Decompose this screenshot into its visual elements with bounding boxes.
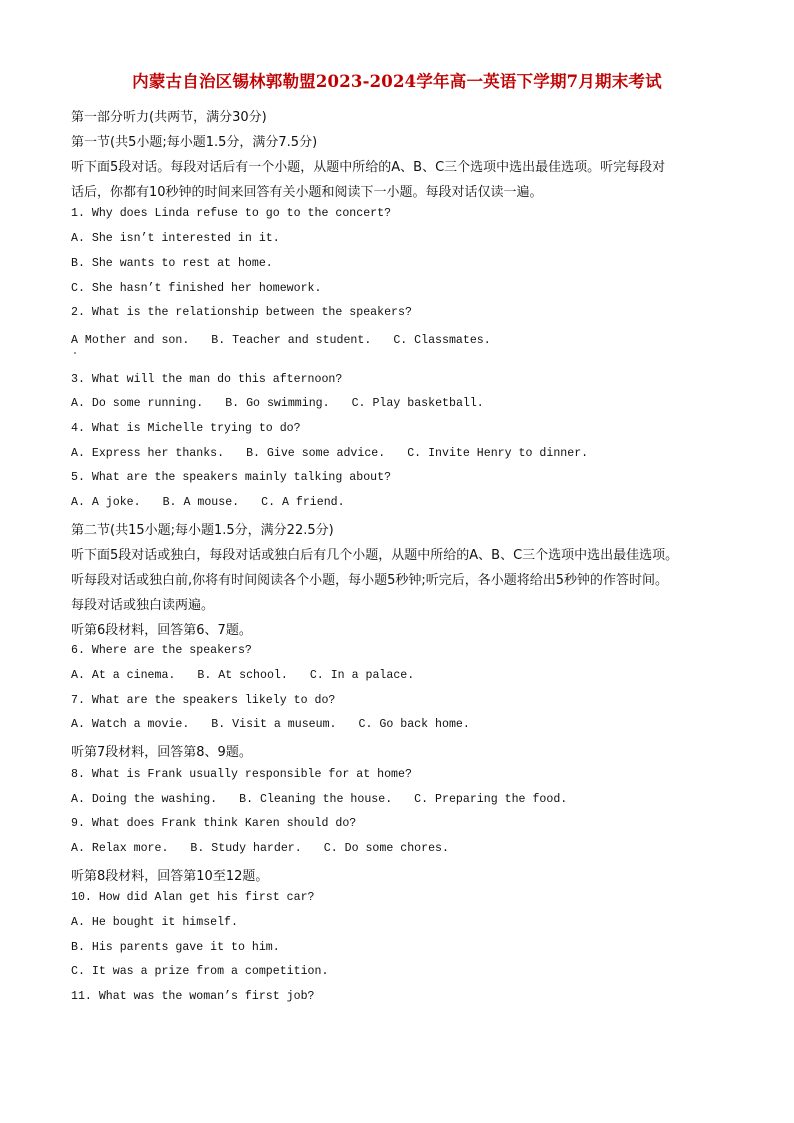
question-10: 10. How did Alan get his first car? [71, 891, 315, 904]
question-10-option-a: A. He bought it himself. [71, 916, 238, 929]
question-6: 6. Where are the speakers? [71, 644, 252, 657]
question-2-option-b: B. Teacher and student. [211, 334, 372, 347]
section1-heading: 第一节(共5小题;每小题1.5分，满分7.5分) [71, 135, 318, 150]
question-9-option-c: C. Do some chores. [323, 842, 449, 855]
part1-heading: 第一部分听力(共两节，满分30分) [71, 110, 267, 125]
question-6-option-b: B. At school. [197, 669, 288, 682]
question-8-option-a: A. Doing the washing. [71, 793, 218, 806]
question-9-option-b: B. Study harder. [190, 842, 302, 855]
question-5-options [71, 496, 345, 509]
question-5-option-a: A. A joke. [71, 496, 141, 509]
question-2-option-c: C. Classmates. [393, 334, 491, 347]
question-3-option-a: A. Do some running. [71, 397, 204, 410]
section2-instructions-line-3: 每段对话或独白读两遍。 [71, 598, 215, 613]
question-6-option-a: A. At a cinema. [71, 669, 176, 682]
question-11: 11. What was the woman’s first job? [71, 990, 315, 1003]
stray-mark [74, 352, 76, 354]
question-7-option-a: A. Watch a movie. [71, 718, 190, 731]
question-8: 8. What is Frank usually responsible for at home? [71, 768, 412, 781]
question-1-option-b: B. She wants to rest at home. [71, 257, 273, 270]
question-9-options [71, 842, 449, 855]
question-4-option-b: B. Give some advice. [246, 447, 386, 460]
question-7-option-b: B. Visit a museum. [211, 718, 337, 731]
material-6-heading: 听第6段材料，回答第6、7题。 [71, 623, 252, 638]
question-10-option-c: C. It was a prize from a competition. [71, 965, 329, 978]
question-4-option-a: A. Express her thanks. [71, 447, 225, 460]
question-10-option-b: B. His parents gave it to him. [71, 941, 280, 954]
section2-instructions-line-2: 听每段对话或独白前,你将有时间阅读各个小题，每小题5秒钟;听完后，各小题将给出5秒钟的作答时间。 [71, 573, 669, 588]
question-2: 2. What is the relationship between the speakers? [71, 306, 412, 319]
question-8-option-c: C. Preparing the food. [414, 793, 568, 806]
question-9: 9. What does Frank think Karen should do? [71, 817, 357, 830]
section2-heading: 第二节(共15小题;每小题1.5分，满分22.5分) [71, 523, 334, 538]
exam-title: 内蒙古自治区锡林郭勒盟2023-2024学年高一英语下学期7月期末考试 [132, 72, 662, 91]
question-8-options [71, 793, 567, 806]
question-1: 1. Why does Linda refuse to go to the concert? [71, 207, 392, 220]
question-4-options [71, 447, 588, 460]
section1-instructions-line-2: 话后，你都有10秒钟的时间来回答有关小题和阅读下一小题。每段对话仅读一遍。 [71, 185, 543, 200]
question-5-option-c: C. A friend. [261, 496, 345, 509]
question-3: 3. What will the man do this afternoon? [71, 373, 343, 386]
question-9-option-a: A. Relax more. [71, 842, 169, 855]
question-4: 4. What is Michelle trying to do? [71, 422, 301, 435]
question-2-options [71, 334, 491, 347]
question-7: 7. What are the speakers likely to do? [71, 694, 336, 707]
question-7-option-c: C. Go back home. [358, 718, 470, 731]
question-7-options [71, 718, 470, 731]
question-6-options [71, 669, 414, 682]
question-8-option-b: B. Cleaning the house. [239, 793, 393, 806]
question-5-option-b: B. A mouse. [162, 496, 240, 509]
question-6-option-c: C. In a palace. [309, 669, 415, 682]
question-3-option-b: B. Go swimming. [225, 397, 330, 410]
material-8-heading: 听第8段材料，回答第10至12题。 [71, 869, 269, 884]
question-1-option-a: A. She isn’t interested in it. [71, 232, 280, 245]
section1-instructions-line-1: 听下面5段对话。每段对话后有一个小题，从题中所给的A、B、C三个选项中选出最佳选项。听完每段对 [71, 160, 666, 175]
material-7-heading: 听第7段材料，回答第8、9题。 [71, 745, 252, 760]
question-3-options [71, 397, 484, 410]
question-1-option-c: C. She hasn’t finished her homework. [71, 282, 322, 295]
question-4-option-c: C. Invite Henry to dinner. [407, 447, 589, 460]
question-5: 5. What are the speakers mainly talking about? [71, 471, 392, 484]
section2-instructions-line-1: 听下面5段对话或独白，每段对话或独白后有几个小题，从题中所给的A、B、C三个选项中选出最佳选项。 [71, 548, 679, 563]
question-2-option-a: A Mother and son. [71, 334, 190, 347]
question-3-option-c: C. Play basketball. [351, 397, 484, 410]
